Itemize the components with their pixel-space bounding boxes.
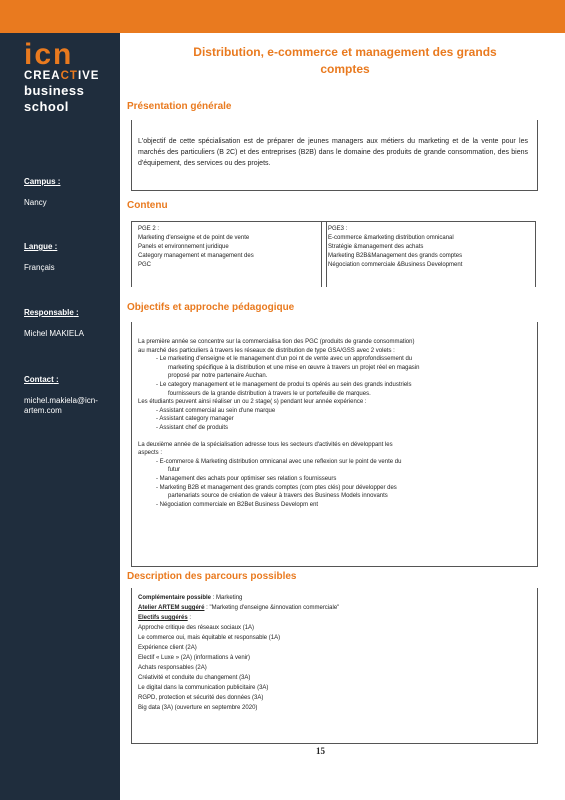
electif-item: Big data (3A) (ouverture en septembre 2020): [138, 705, 258, 711]
electif-item: Approche critique des réseaux sociaux (1A): [138, 625, 255, 631]
contenu-left-line: PGC: [138, 262, 152, 268]
responsable-block: [24, 308, 84, 339]
description-text: [138, 593, 523, 713]
school-logo: [24, 38, 114, 115]
contenu-left-line: Marketing d'enseigne et de point de vente: [138, 235, 250, 241]
atelier-line: Atelier ARTEM suggéré : "Marketing d'enseigne &innovation commerciale": [138, 605, 340, 611]
objectifs-text: La première année se concentre sur la commercialisa tion des PGC (produits de grande consommation) au marché des particuliers à travers les réseaux de distribution de type GSA/GSS avec 2 volets : - Le marketing d'enseigne et le management d'un poi nt de vente avec un approfondissement du marketing spécifique à la distribution et une mise en œuvre à travers un projet réel en magasin proposé par notre partenaire Auchan. - Le category management et le management de produi ts opérés au sein des grands industriels fournisseurs de la grande distribution à travers le ur portefeuille de marques. Les étudiants peuvent ainsi réaliser un ou 2 stage( s) pendant leur année expérience : - Assistant commercial au sein d'une marque - Assistant category manager - Assistant chef de produits La deuxième année de la spécialisation adresse tous les secteurs d'activités en développant les aspects : - E-commerce & Marketing distribution omnicanal avec une reflexion sur le point de vente du futur - Management des achats pour optimiser ses relation s fournisseurs - Marketing B2B et management des grands comptes (com ptes clés) pour développer des partenariats source de création de valeur à travers des Business Models innovants - Négociation commerciale en B2Bet Business Developm ent: [138, 339, 420, 508]
page-title: Distribution, e-commerce et management des grands comptes: [193, 45, 497, 76]
contenu-right-box: [321, 221, 536, 287]
logo-school: school: [24, 99, 69, 114]
logo-icn: icn: [24, 38, 74, 71]
logo-creactive: CREACTIVE: [24, 70, 100, 82]
contenu-right-line: Négociation commerciale &Business Development: [328, 262, 463, 268]
langue-block: [24, 242, 57, 273]
contenu-right-line: Marketing B2B&Management des grands comptes: [328, 253, 463, 259]
contact-label: Contact :: [24, 375, 59, 384]
top-accent-bar: [0, 0, 565, 33]
logo-business: business: [24, 83, 85, 98]
electif-item: Expérience client (2A): [138, 645, 197, 651]
electif-item: Le commerce oui, mais équitable et responsable (1A): [138, 635, 281, 641]
contenu-left-box: [131, 221, 327, 287]
responsable-value: Michel MAKIELA: [24, 329, 85, 338]
electifs-line: Electifs suggérés :: [138, 615, 192, 621]
section-title-presentation: Présentation générale: [127, 101, 232, 112]
langue-value: Français: [24, 263, 55, 272]
contact-email-line2[interactable]: artem.com: [24, 406, 62, 415]
electif-item: Le digital dans la communication publicitaire (3A): [138, 685, 269, 691]
section-title-description: Description des parcours possibles: [127, 571, 297, 582]
section-title-objectifs: Objectifs et approche pédagogique: [127, 302, 295, 313]
electif-item: RGPD, protection et sécurité des données (3A): [138, 695, 264, 701]
contenu-left-line: PGE 2 :: [138, 226, 160, 232]
responsable-label: Responsable :: [24, 308, 79, 317]
electif-item: Créativité et conduite du changement (3A): [138, 675, 251, 681]
electif-item: Electif « Luxe » (2A) (informations à venir): [138, 655, 251, 661]
contact-email-line1[interactable]: michel.makiela@icn-: [24, 396, 98, 405]
contenu-left-line: Category management et management des: [138, 253, 254, 259]
contenu-left-line: Panels et environnement juridique: [138, 244, 229, 250]
langue-label: Langue :: [24, 242, 58, 251]
complementaire-line: Complémentaire possible : Marketing: [138, 595, 243, 601]
page-number: 15: [316, 746, 325, 756]
campus-block: [24, 177, 60, 208]
electif-item: Achats responsables (2A): [138, 665, 207, 671]
contenu-right-line: E-commerce &marketing distribution omnicanal: [328, 235, 454, 241]
presentation-text: L'objectif de cette spécialisation est de préparer de jeunes managers aux métiers du marketing et de la vente pour les marchés des particuliers (B 2C) et des entreprises (B2B) dans le domaine des produits de grande consommation, des biens d'équipement, des services ou des projets.: [138, 138, 528, 167]
contenu-right-line: PGE3 :: [328, 226, 348, 232]
campus-label: Campus :: [24, 177, 61, 186]
sidebar: [0, 33, 120, 800]
contenu-right-line: Stratégie &management des achats: [328, 244, 424, 250]
campus-value: Nancy: [24, 198, 47, 207]
section-title-contenu: Contenu: [127, 200, 168, 211]
contact-block: [24, 375, 98, 416]
